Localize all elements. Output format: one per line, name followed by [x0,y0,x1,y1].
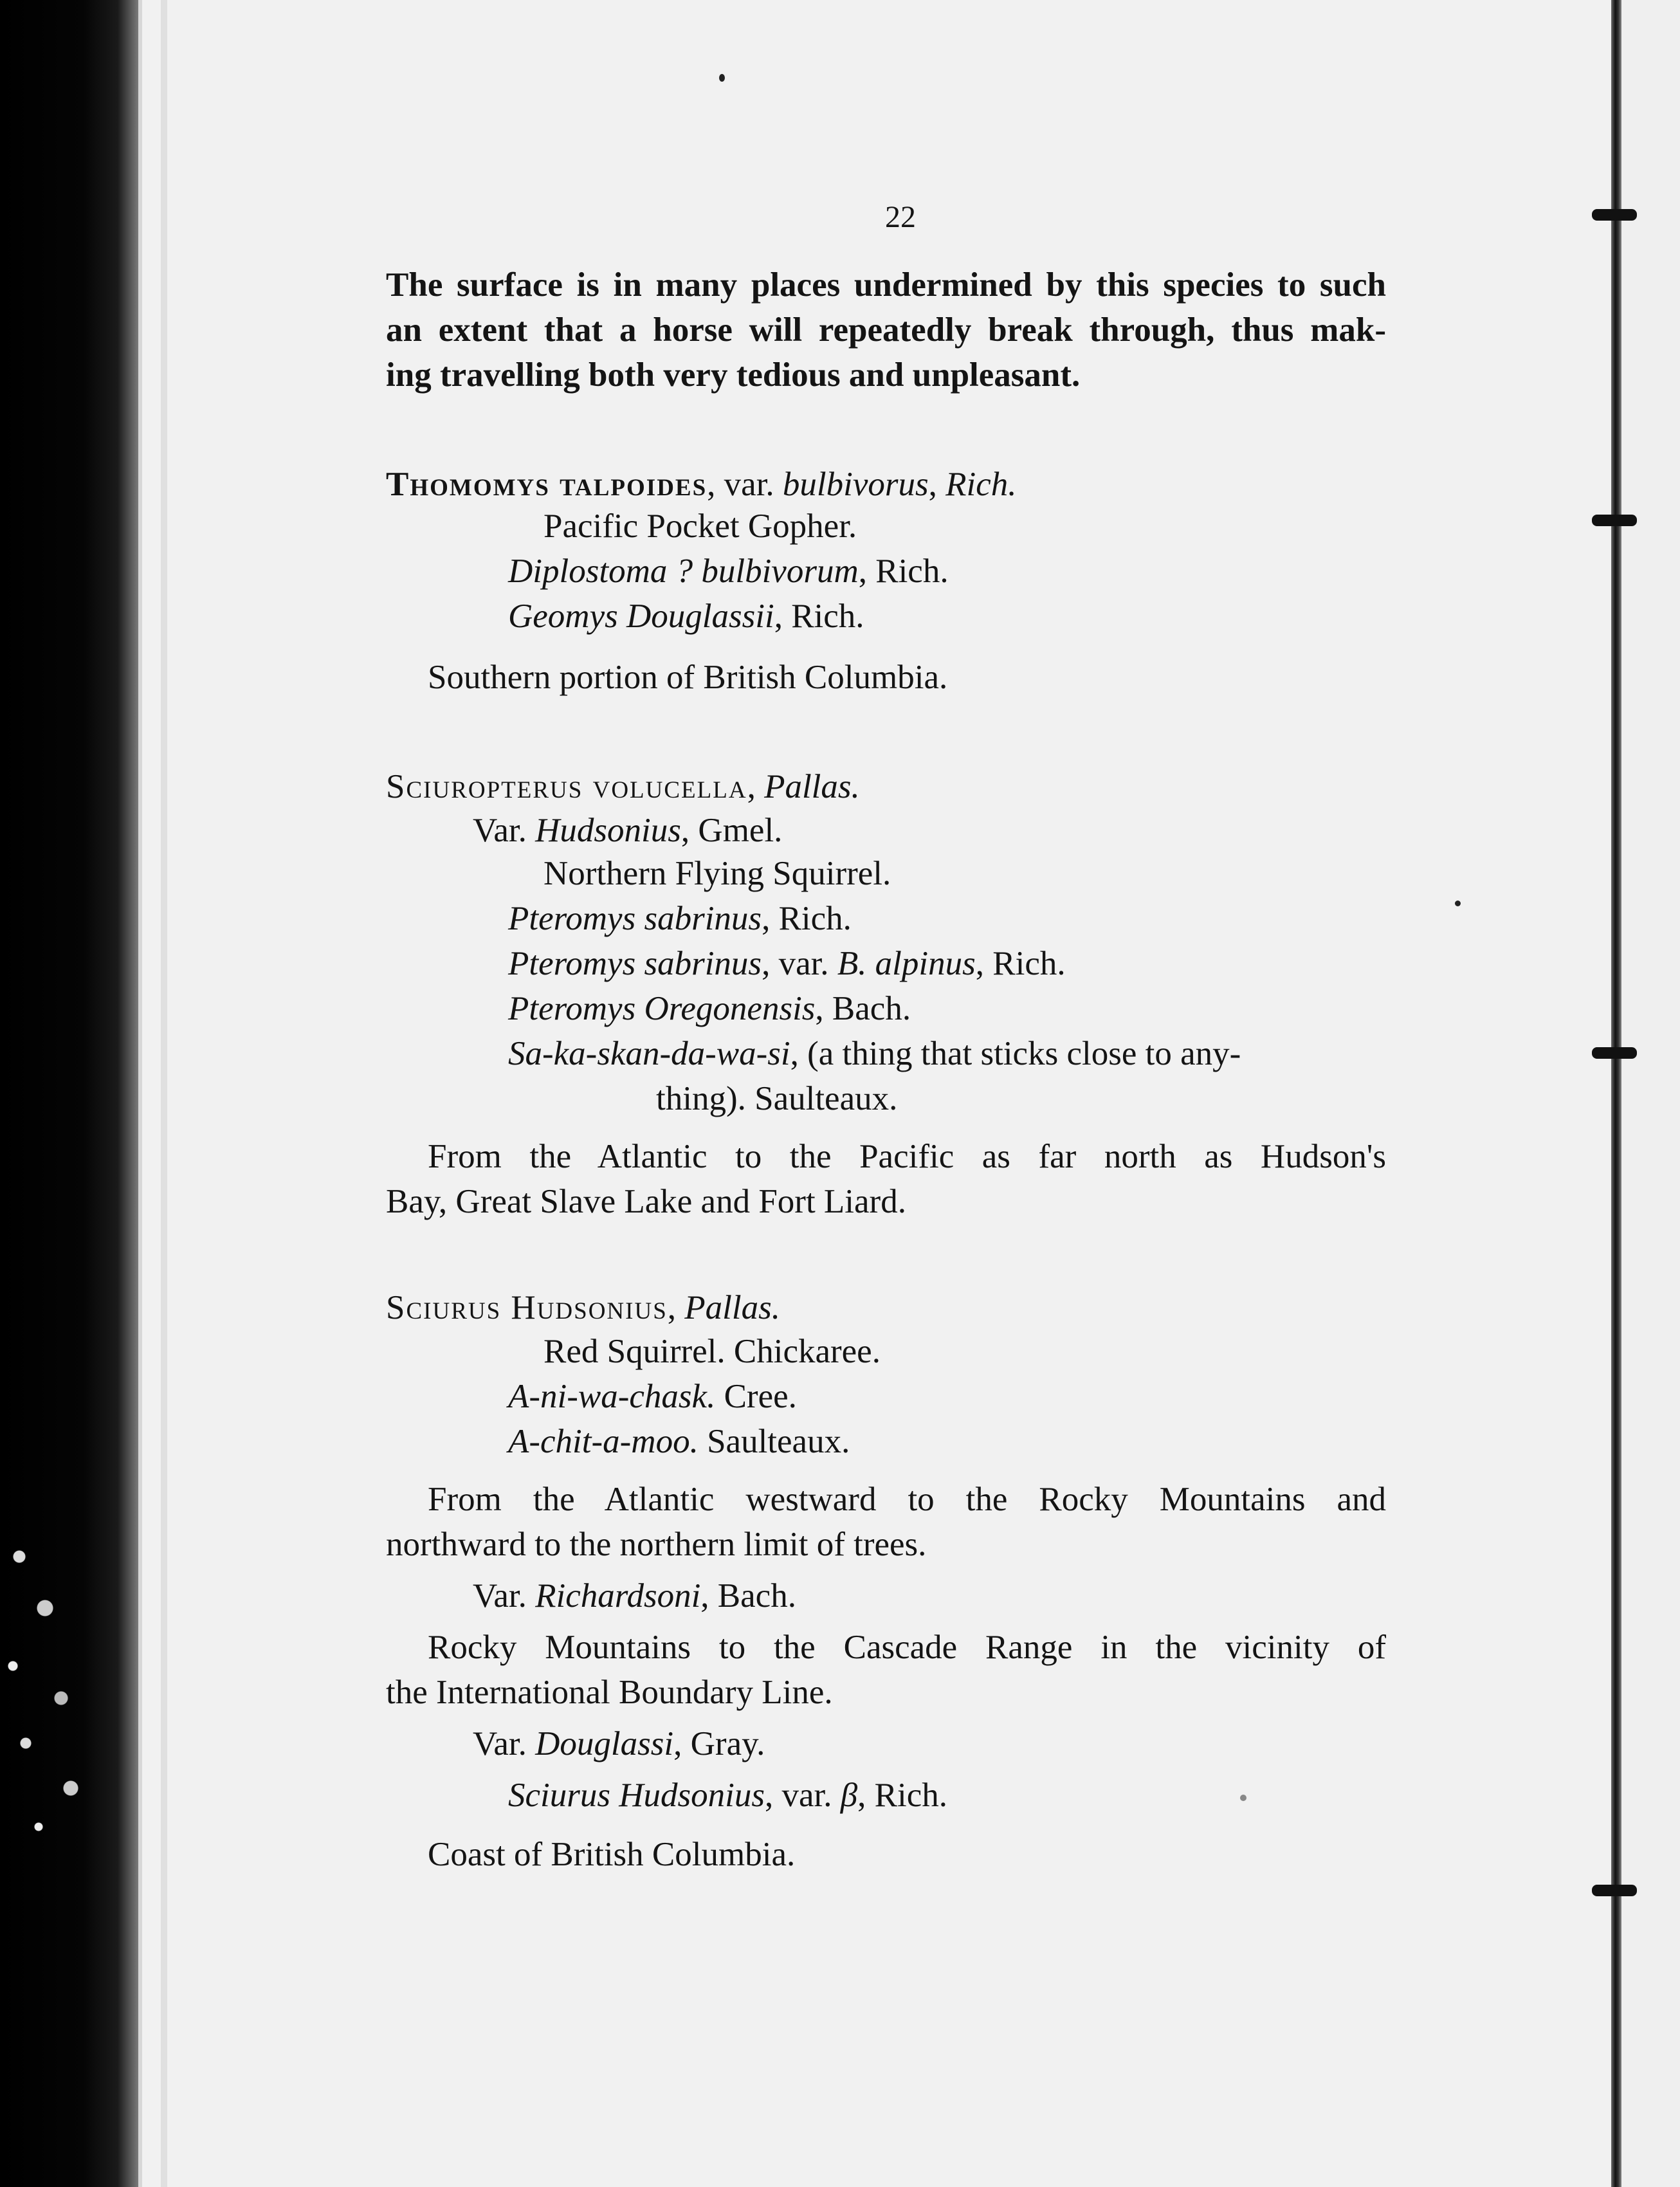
thomomys-heading: Thomomys talpoides, var. bulbivorus, Rich. [386,466,1017,503]
intro-line-2: an extent that a horse will repeatedly break through, thus mak- [386,311,1386,349]
sciurus-native-name-2: A-chit-a-moo. Saulteaux. [508,1423,850,1460]
binding-stitch [1592,515,1637,526]
sciuropterus-heading: Sciuropterus volucella, Pallas. [386,768,860,805]
sciurus-heading: Sciurus Hudsonius, Pallas. [386,1289,780,1326]
sciurus-variety-1-range-line-1: Rocky Mountains to the Cascade Range in the vicinity of [428,1629,1386,1666]
author-name: Pallas. [684,1289,780,1326]
thomomys-common-name: Pacific Pocket Gopher. [543,508,857,545]
sciuropterus-range-line-1: From the Atlantic to the Pacific as far north as Hudson's [428,1138,1386,1175]
sciuropterus-synonym-3: Pteromys Oregonensis, Bach. [508,990,911,1027]
sciurus-variety-2-range: Coast of British Columbia. [428,1836,796,1873]
document-body [386,0,1415,2187]
sciuropterus-synonym-2: Pteromys sabrinus, var. B. alpinus, Rich. [508,945,1066,982]
scan-speckle [0,1531,103,1853]
binding-stitch [1592,1047,1637,1059]
sciurus-variety-1-range-line-2: the International Boundary Line. [386,1674,833,1711]
sciuropterus-native-name: Sa-ka-skan-da-wa-si, (a thing that sticks close to any- [508,1035,1241,1072]
facing-page-strip [1621,0,1680,2187]
species-name: Sciuropterus volucella [386,768,747,805]
thomomys-range: Southern portion of British Columbia. [428,659,948,696]
sciuropterus-synonym-1: Pteromys sabrinus, Rich. [508,900,852,937]
sciurus-native-name-1: A-ni-wa-chask. Cree. [508,1378,797,1415]
page-edge [161,0,167,2187]
scan-dark-margin [0,0,138,2187]
intro-line-3: ing travelling both very tedious and unpleasant. [386,356,1081,394]
author-name: Pallas. [764,768,860,805]
binding-spine [1611,0,1621,2187]
intro-line-1: The surface is in many places undermined by this species to such [386,266,1386,304]
variety-name: bulbivorus [782,466,929,503]
species-name: Thomomys talpoides [386,466,708,503]
sciurus-common-name: Red Squirrel. Chickaree. [543,1333,881,1370]
sciuropterus-range-line-2: Bay, Great Slave Lake and Fort Liard. [386,1183,906,1220]
sciuropterus-variety: Var. Hudsonius, Gmel. [473,812,783,849]
species-name: Sciurus Hudsonius [386,1289,668,1326]
sciurus-variety-2-synonym: Sciurus Hudsonius, var. β, Rich. [508,1777,948,1814]
sciurus-variety-2: Var. Douglassi, Gray. [473,1725,765,1762]
thomomys-synonym-1: Diplostoma ? bulbivorum, Rich. [508,553,949,590]
sciurus-variety-1: Var. Richardsoni, Bach. [473,1577,796,1615]
author-name: Rich. [945,466,1017,503]
thomomys-synonym-2: Geomys Douglassii, Rich. [508,598,864,635]
scan-dust [1455,901,1461,906]
sciuropterus-native-name-cont: thing). Saulteaux. [656,1080,898,1117]
sciurus-range-line-1: From the Atlantic westward to the Rocky Mountains and [428,1481,1386,1518]
page-number: 22 [885,200,916,234]
binding-stitch [1592,209,1637,221]
sciurus-range-line-2: northward to the northern limit of trees. [386,1526,927,1563]
sciuropterus-common-name: Northern Flying Squirrel. [543,855,891,892]
binding-stitch [1592,1885,1637,1896]
